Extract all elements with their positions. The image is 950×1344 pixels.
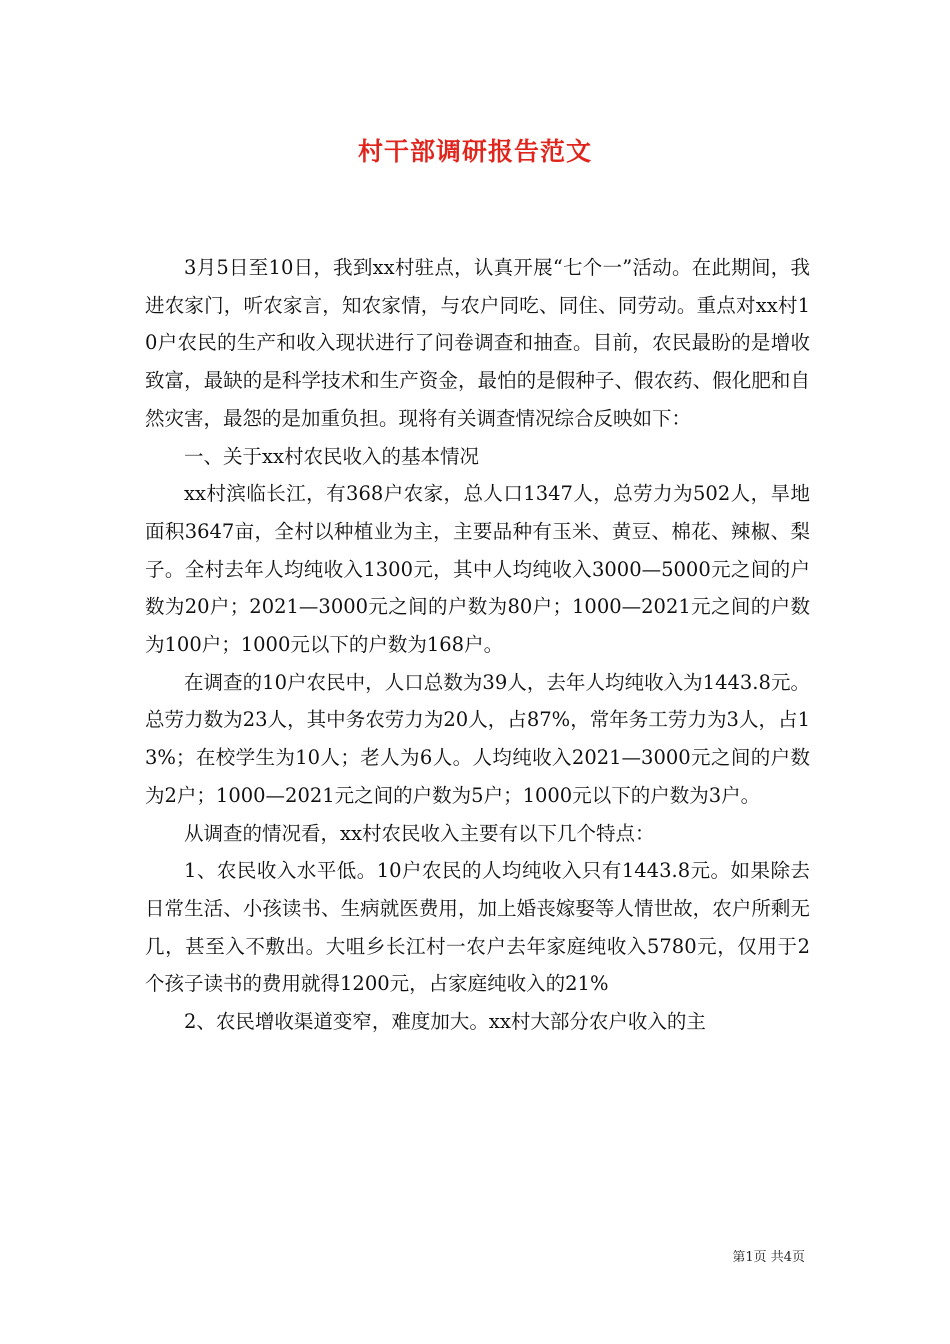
section-heading: 一、关于xx村农民收入的基本情况 (184, 444, 479, 468)
document-body (145, 249, 810, 1041)
paragraph-survey-results: 在调查的10户农民中，人口总数为39人，去年人均纯收入为1443.8元。总劳力数为23人，其中务农劳力为20人，占87%，常年务工劳力为3人，占13%；在校学生为10人；老人为6人。人均纯收入2021—3000元之间的户数为2户；1000—2021元之间的户数为5户；1000元以下的户数为3户。 (145, 670, 810, 807)
paragraph-feature-1: 1、农民收入水平低。10户农民的人均纯收入只有1443.8元。如果除去日常生活、小孩读书、生病就医费用，加上婚丧嫁娶等人情世故，农户所剩无几，甚至入不敷出。大咀乡长江村一农户去年家庭纯收入5780元，仅用于2个孩子读书的费用就得1200元，占家庭纯收入的21% (145, 859, 810, 996)
paragraph-village-overview: xx村滨临长江，有368户农家，总人口1347人，总劳力为502人，旱地面积3647亩，全村以种植业为主，主要品种有玉米、黄豆、棉花、辣椒、梨子。全村去年人均纯收入1300元，其中人均纯收入3000—5000元之间的户数为20户；2021—3000元之间的户数为80户；1000—2021元之间的户数为100户；1000元以下的户数为168户。 (145, 482, 810, 657)
document-title: 村干部调研报告范文 (357, 137, 592, 166)
paragraph-feature-2: 2、农民增收渠道变窄，难度加大。xx村大部分农户收入的主 (184, 1010, 706, 1034)
paragraph-intro: 3月5日至10日，我到xx村驻点，认真开展“七个一”活动。在此期间，我进农家门，听农家言，知农家情，与农户同吃、同住、同劳动。重点对xx村10户农民的生产和收入现状进行了问卷调查和抽查。目前，农民最盼的是增收致富，最缺的是科学技术和生产资金，最怕的是假种子、假农药、假化肥和自然灾害，最怨的是加重负担。现将有关调查情况综合反映如下： (145, 256, 810, 430)
paragraph-features-intro: 从调查的情况看，xx村农民收入主要有以下几个特点： (184, 821, 655, 845)
page-number-footer: 第1页 共4页 (732, 1250, 805, 1265)
